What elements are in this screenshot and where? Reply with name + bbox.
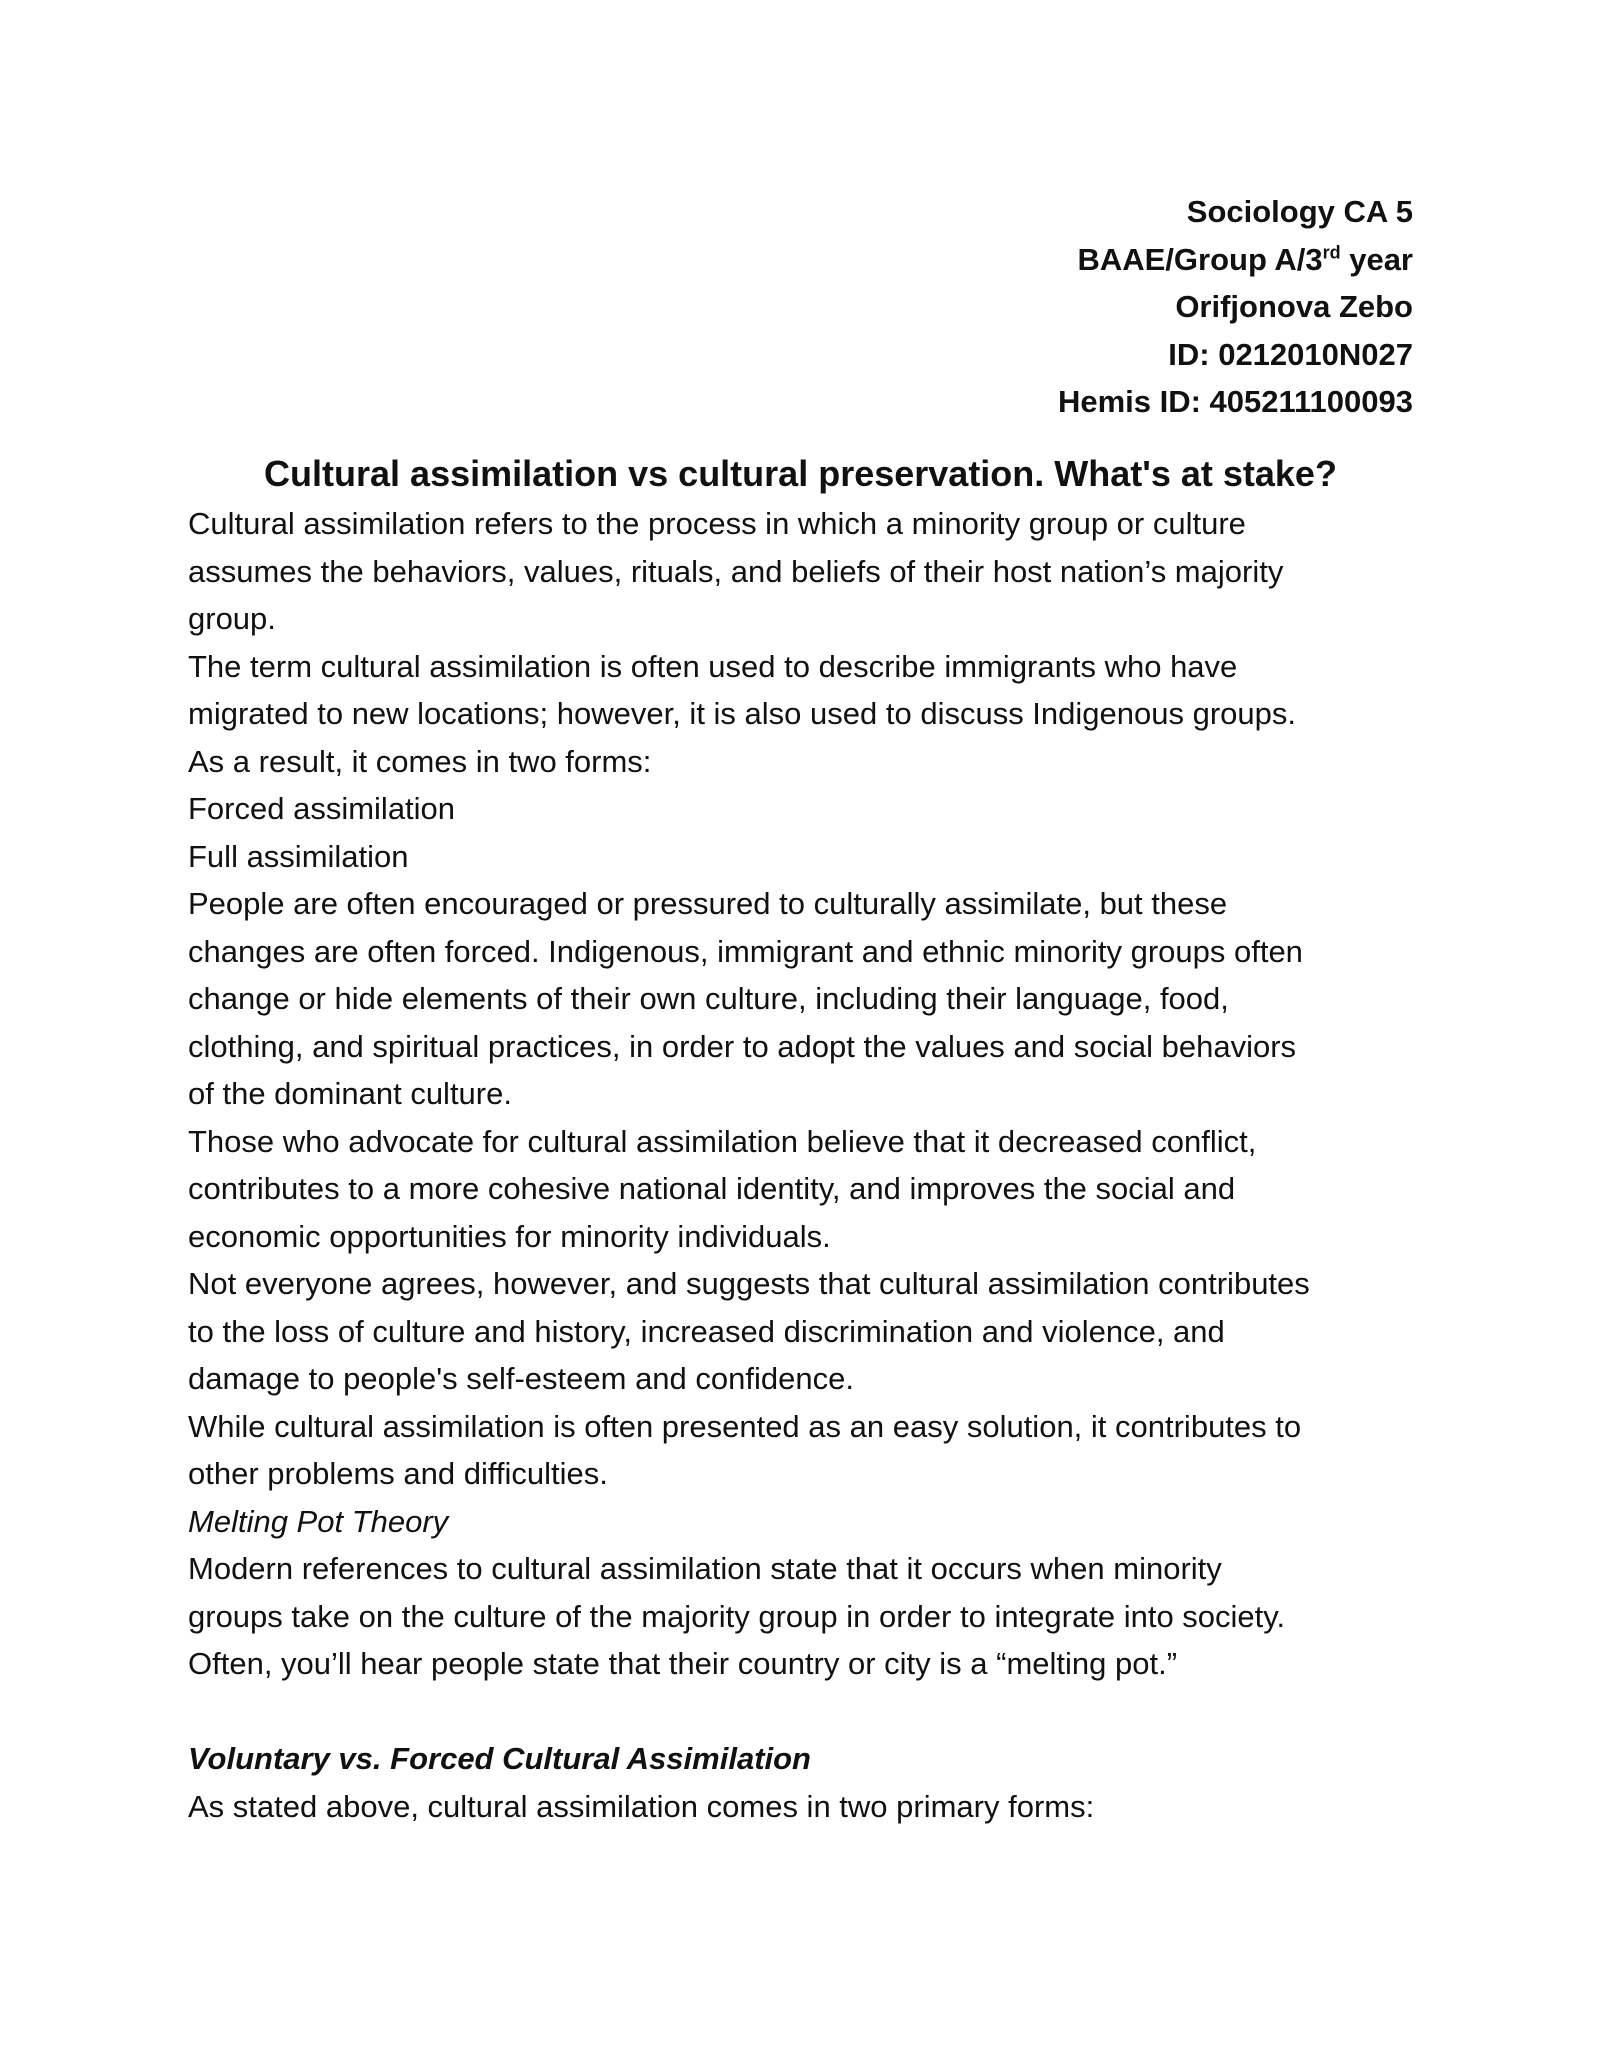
list-item-forced: Forced assimilation [188, 791, 456, 826]
body-line: damage to people's self-esteem and confidence. [188, 1361, 854, 1396]
body-line: While cultural assimilation is often presented as an easy solution, it contributes to [188, 1408, 1302, 1444]
body-line: Often, you’ll hear people state that their country or city is a “melting pot.” [188, 1646, 1178, 1681]
body-line: clothing, and spiritual practices, in order to adopt the values and social behaviors [188, 1028, 1297, 1064]
body-line: The term cultural assimilation is often used to describe immigrants who have [188, 648, 1238, 684]
document-title: Cultural assimilation vs cultural preservation. What's at stake? [264, 453, 1337, 494]
document-body [188, 500, 1428, 1830]
body-line: assumes the behaviors, values, rituals, and beliefs of their host nation’s majority [188, 553, 1284, 589]
body-line: contributes to a more cohesive national identity, and improves the social and [188, 1171, 1236, 1206]
group-suffix: year [1340, 241, 1413, 277]
voluntary-forced-heading: Voluntary vs. Forced Cultural Assimilation [188, 1741, 811, 1776]
hemis-id: Hemis ID: 405211100093 [1057, 384, 1413, 419]
body-line: economic opportunities for minority individuals. [188, 1218, 831, 1254]
body-line: People are often encouraged or pressured to culturally assimilate, but these [188, 886, 1228, 921]
header-block [1058, 188, 1413, 426]
body-line: changes are often forced. Indigenous, immigrant and ethnic minority groups often [188, 933, 1303, 969]
list-item-full: Full assimilation [188, 838, 409, 874]
student-id: ID: 0212010N027 [1168, 336, 1413, 372]
blank-line [188, 1688, 1428, 1736]
body-line: of the dominant culture. [188, 1076, 512, 1111]
course-title: Sociology CA 5 [1186, 194, 1413, 229]
body-line: to the loss of culture and history, increased discrimination and violence, and [188, 1313, 1225, 1349]
body-line: Cultural assimilation refers to the process in which a minority group or culture [188, 506, 1246, 541]
body-line: Not everyone agrees, however, and suggests that cultural assimilation contributes [188, 1266, 1310, 1301]
body-line: As stated above, cultural assimilation comes in two primary forms: [188, 1788, 1095, 1824]
melting-pot-heading: Melting Pot Theory [188, 1503, 449, 1539]
body-line: change or hide elements of their own culture, including their language, food, [188, 981, 1229, 1016]
group-prefix: BAAE/Group A/3 [1077, 241, 1323, 277]
body-line: As a result, it comes in two forms: [188, 743, 652, 779]
body-line: other problems and difficulties. [188, 1456, 608, 1491]
group-superscript: rd [1322, 242, 1341, 263]
body-line: migrated to new locations; however, it is also used to discuss Indigenous groups. [188, 696, 1297, 731]
body-line: Those who advocate for cultural assimilation believe that it decreased conflict, [188, 1123, 1257, 1159]
body-line: groups take on the culture of the majority group in order to integrate into society. [188, 1598, 1286, 1634]
body-line: Modern references to cultural assimilation state that it occurs when minority [188, 1551, 1222, 1586]
group-info [1058, 236, 1413, 284]
student-name: Orifjonova Zebo [1175, 289, 1413, 324]
body-line: group. [188, 601, 276, 636]
